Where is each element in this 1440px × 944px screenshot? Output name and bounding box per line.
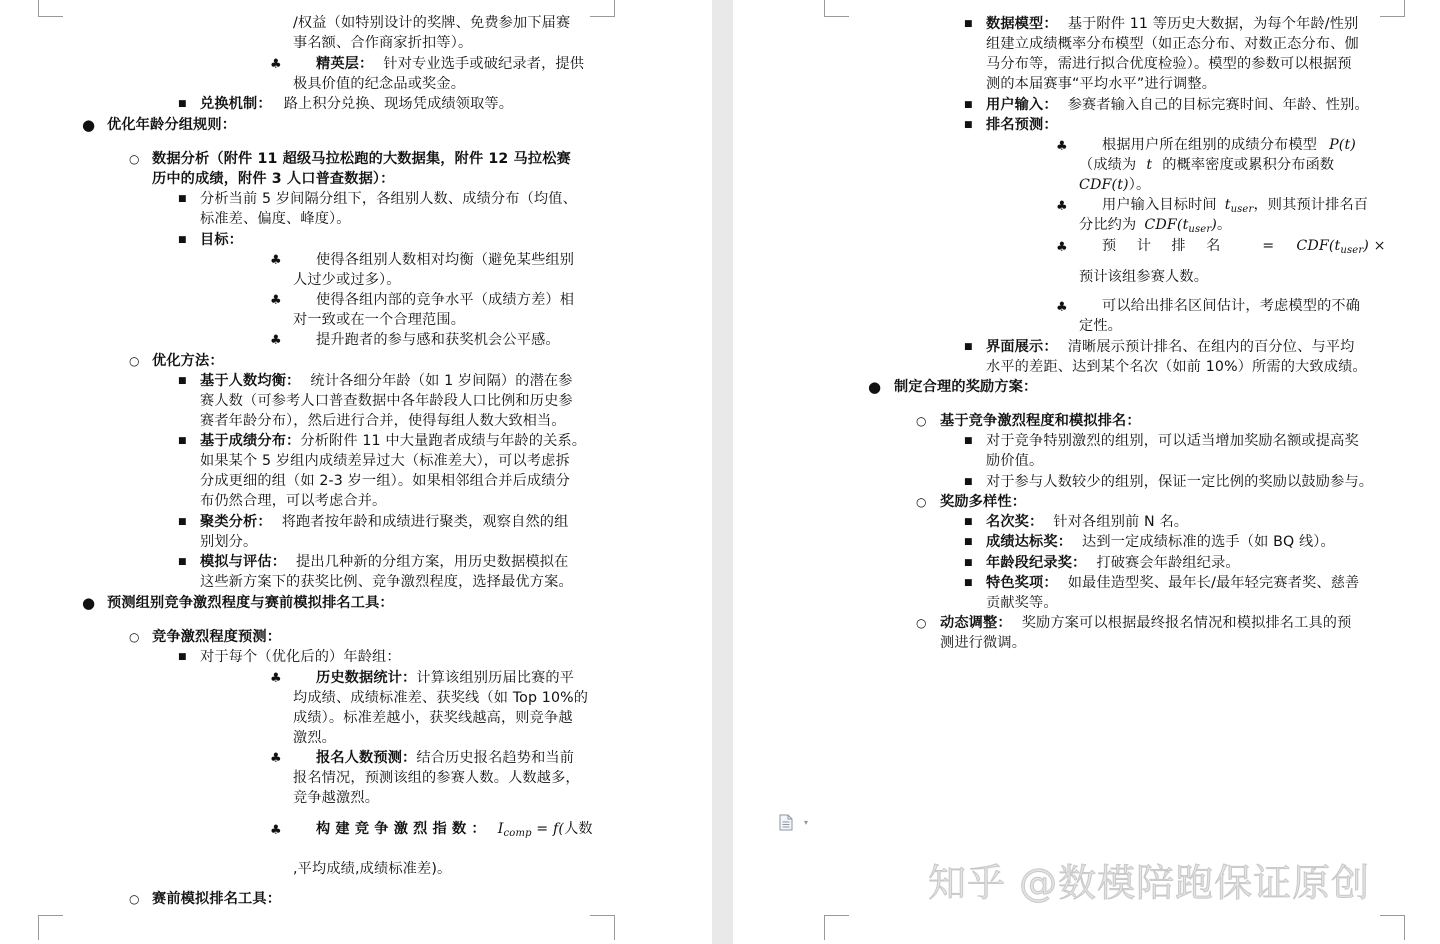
club-bullet: ♣ bbox=[1056, 139, 1068, 154]
text-line bbox=[986, 573, 1359, 593]
text-line: 组建立成绩概率分布模型（如正态分布、对数正态分布、伽 bbox=[986, 36, 1359, 52]
text-line bbox=[200, 431, 586, 451]
math-symbol: ) bbox=[1211, 217, 1217, 233]
bold-term: 界面展示： bbox=[986, 339, 1058, 355]
text-line: 提升跑者的参与感和获奖机会公平感。 bbox=[316, 332, 560, 348]
text-line bbox=[940, 613, 1351, 633]
square-bullet: ■ bbox=[964, 477, 973, 487]
text-line: 如果某个 5 岁组内成绩差异过大（标准差大），可以考虑拆 bbox=[200, 453, 570, 469]
square-bullet: ■ bbox=[964, 19, 973, 29]
bold-term: 精英层： bbox=[316, 56, 374, 72]
math-subscript: user bbox=[1188, 224, 1212, 235]
math-symbol: CDF(t bbox=[1296, 238, 1341, 254]
math-symbol: = f( bbox=[531, 821, 565, 837]
text-line: 竞争越激烈。 bbox=[293, 790, 380, 806]
square-bullet: ■ bbox=[964, 100, 973, 110]
text-line: ,平均成绩,成绩标准差)。 bbox=[293, 861, 452, 877]
text-line: 均成绩、成绩标准差、获奖线（如 Top 10%的 bbox=[293, 690, 589, 706]
bold-term: 历史数据统计： bbox=[316, 670, 417, 686]
text-run: 将跑者按年龄和成绩进行聚类，观察自然的组 bbox=[281, 514, 569, 530]
text-line bbox=[986, 512, 1188, 532]
text-run: 针对专业选手或破纪录者，提供 bbox=[383, 56, 585, 72]
text-line: 激烈。 bbox=[293, 730, 337, 746]
bold-term: 报名人数预测： bbox=[316, 750, 417, 766]
text-line: 赛人数（可参考人口普查数据中各年龄段人口比例和历史参 bbox=[200, 393, 573, 409]
bold-term: 兑换机制： bbox=[200, 96, 272, 112]
text-line bbox=[1102, 135, 1356, 155]
text-run: 计算该组别历届比赛的平 bbox=[416, 670, 575, 686]
math-subscript: comp bbox=[503, 828, 532, 839]
section-heading: 优化年龄分组规则： bbox=[107, 117, 237, 133]
square-bullet: ■ bbox=[178, 235, 187, 245]
watermark: 知乎 @数模陪跑保证原创 bbox=[928, 861, 1371, 905]
text-run: 用户输入目标时间 bbox=[1102, 197, 1217, 213]
text-line: 预计该组参赛人数。 bbox=[1079, 269, 1209, 285]
text-run: ）。 bbox=[1128, 177, 1151, 193]
text-run: 根据用户所在组别的成绩分布模型 bbox=[1102, 137, 1318, 153]
square-bullet: ■ bbox=[964, 436, 973, 446]
text-line: 分析当前 5 岁间隔分组下，各组别人数、成绩分布（均值、 bbox=[200, 191, 577, 207]
text-line: 分成更细的组（如 2-3 岁一组）。如果相邻组合并后成绩分 bbox=[200, 473, 570, 489]
bold-term: 目标： bbox=[200, 232, 244, 248]
text-run: 预 计 排 名 bbox=[1102, 238, 1229, 254]
text-line bbox=[316, 748, 574, 768]
text-run: 清晰展示预计排名、在组内的百分位、与平均 bbox=[1067, 339, 1355, 355]
club-bullet: ♣ bbox=[1056, 199, 1068, 214]
bold-term: 排名预测： bbox=[986, 117, 1058, 133]
text-run: 统计各细分年龄（如 1 岁间隔）的潜在参 bbox=[310, 373, 573, 389]
subsection-heading: 基于竞争激烈程度和模拟排名： bbox=[940, 413, 1141, 429]
text-line: 布仍然合理，可以考虑合并。 bbox=[200, 493, 387, 509]
text-run: 分比约为 bbox=[1079, 217, 1137, 233]
text-line: 这些新方案下的获奖比例、竞争激烈程度，选择最优方案。 bbox=[200, 574, 573, 590]
square-bullet: ■ bbox=[178, 99, 187, 109]
bold-term: 特色奖项： bbox=[986, 575, 1058, 591]
text-line: 可以给出排名区间估计，考虑模型的不确 bbox=[1102, 298, 1361, 314]
square-bullet: ■ bbox=[964, 558, 973, 568]
text-line: 使得各组别人数相对均衡（避免某些组别 bbox=[316, 252, 575, 268]
math-symbol: I bbox=[497, 821, 504, 837]
text-line bbox=[200, 371, 573, 391]
square-bullet: ■ bbox=[178, 376, 187, 386]
dot-bullet: ● bbox=[868, 378, 882, 396]
circle-bullet: ○ bbox=[916, 616, 927, 630]
section-heading: 预测组别竞争激烈程度与赛前模拟排名工具： bbox=[107, 595, 394, 611]
text-line: 极具价值的纪念品或奖金。 bbox=[293, 76, 466, 92]
text-line bbox=[986, 553, 1240, 573]
text-run: 路上积分兑换、现场凭成绩领取等。 bbox=[283, 96, 514, 112]
math-symbol: CDF(t) bbox=[1079, 177, 1129, 193]
bold-term: 动态调整： bbox=[940, 615, 1012, 631]
crop-mark bbox=[824, 0, 849, 17]
club-bullet: ♣ bbox=[270, 57, 282, 72]
subsection-heading: 历中的成绩，附件 3 人口普查数据）： bbox=[152, 171, 395, 187]
text-line: /权益（如特别设计的奖牌、免费参加下届赛 bbox=[293, 15, 571, 31]
text-line: 对于参与人数较少的组别，保证一定比例的奖励以鼓励参与。 bbox=[986, 474, 1374, 490]
math-symbol: t bbox=[1146, 157, 1153, 173]
text-run: 打破赛会年龄组纪录。 bbox=[1096, 555, 1240, 571]
document-icon[interactable] bbox=[779, 814, 793, 831]
bold-term: 用户输入： bbox=[986, 97, 1058, 113]
circle-bullet: ○ bbox=[129, 354, 140, 368]
text-line bbox=[200, 552, 568, 572]
circle-bullet: ○ bbox=[916, 495, 927, 509]
text-run: 分析附件 11 中大量跑者成绩与年龄的关系。 bbox=[300, 433, 587, 449]
subsection-heading: 奖励多样性： bbox=[940, 494, 1027, 510]
text-run: 结合历史报名趋势和当前 bbox=[416, 750, 575, 766]
bold-term: 聚类分析： bbox=[200, 514, 272, 530]
circle-bullet: ○ bbox=[916, 414, 927, 428]
text-line bbox=[1079, 155, 1334, 175]
square-bullet: ■ bbox=[964, 517, 973, 527]
text-line bbox=[986, 532, 1335, 552]
square-bullet: ■ bbox=[178, 194, 187, 204]
math-symbol: CDF(t bbox=[1144, 217, 1189, 233]
math-subscript: user bbox=[1340, 245, 1364, 256]
text-line: 测进行微调。 bbox=[940, 635, 1027, 651]
text-line: 使得各组内部的竞争水平（成绩方差）相 bbox=[316, 292, 575, 308]
club-bullet: ♣ bbox=[1056, 240, 1068, 255]
club-bullet: ♣ bbox=[270, 823, 282, 838]
bold-term: 名次奖： bbox=[986, 514, 1044, 530]
bold-term: 数据模型： bbox=[986, 16, 1058, 32]
text-line bbox=[1079, 175, 1150, 195]
text-run: （成绩为 bbox=[1079, 157, 1137, 173]
text-line bbox=[986, 95, 1369, 115]
club-bullet: ♣ bbox=[270, 333, 282, 348]
crop-mark bbox=[1380, 0, 1405, 17]
text-line bbox=[986, 337, 1354, 357]
text-line: 水平的差距、达到某个名次（如前 10%）所需的大致成绩。 bbox=[986, 359, 1367, 375]
text-run: 奖励方案可以根据最终报名情况和模拟排名工具的预 bbox=[1021, 615, 1352, 631]
crop-mark bbox=[824, 915, 849, 940]
text-line: 对于竞争特别激烈的组别，可以适当增加奖励名额或提高奖 bbox=[986, 433, 1359, 449]
text-line: 测的本届赛事“平均水平”进行调整。 bbox=[986, 76, 1217, 92]
text-line bbox=[200, 94, 513, 114]
crop-mark bbox=[38, 915, 63, 940]
circle-bullet: ○ bbox=[129, 152, 140, 166]
subsection-heading: 优化方法： bbox=[152, 353, 224, 369]
text-run: 。 bbox=[1216, 217, 1232, 233]
text-line bbox=[316, 819, 593, 844]
text-line: 励价值。 bbox=[986, 453, 1044, 469]
square-bullet: ■ bbox=[178, 436, 187, 446]
text-line: 事名额、合作商家折扣等）。 bbox=[293, 35, 473, 51]
text-run: 基于附件 11 等历史大数据，为每个年龄/性别 bbox=[1067, 16, 1359, 32]
circle-bullet: ○ bbox=[129, 630, 140, 644]
text-run: ，则其预计排名百 bbox=[1253, 197, 1369, 213]
dot-bullet: ● bbox=[82, 116, 96, 134]
crop-mark bbox=[38, 0, 63, 17]
crop-mark bbox=[1380, 915, 1405, 940]
subsection-heading: 竞争激烈程度预测： bbox=[152, 629, 282, 645]
circle-bullet: ○ bbox=[129, 892, 140, 906]
bold-term: 模拟与评估： bbox=[200, 554, 287, 570]
bold-term: 年龄段纪录奖： bbox=[986, 555, 1087, 571]
text-line bbox=[986, 14, 1358, 34]
text-run: 提出几种新的分组方案，用历史数据模拟在 bbox=[296, 554, 569, 570]
subsection-heading: 赛前模拟排名工具： bbox=[152, 891, 282, 907]
text-line: 报名情况，预测该组的参赛人数。人数越多， bbox=[293, 770, 580, 786]
subsection-heading: 数据分析（附件 11 超级马拉松跑的大数据集，附件 12 马拉松赛 bbox=[152, 151, 571, 167]
bold-term: 基于人数均衡： bbox=[200, 373, 301, 389]
text-line: 标准差、偏度、峰度）。 bbox=[200, 211, 351, 227]
bold-term: 基于成绩分布： bbox=[200, 433, 301, 449]
document-page-left bbox=[0, 0, 712, 944]
text-run: = bbox=[1262, 238, 1275, 254]
club-bullet: ♣ bbox=[1056, 300, 1068, 315]
dot-bullet: ● bbox=[82, 594, 96, 612]
text-line: 定性。 bbox=[1079, 318, 1123, 334]
text-run: 达到一定成绩标准的选手（如 BQ 线）。 bbox=[1082, 534, 1335, 550]
math-symbol: P(t) bbox=[1329, 137, 1356, 153]
text-line: 对一致或在一个合理范围。 bbox=[293, 312, 466, 328]
document-page-right bbox=[733, 0, 1440, 944]
math-symbol: ) × bbox=[1363, 238, 1386, 254]
text-line: 人过少或过多）。 bbox=[293, 272, 401, 288]
crop-mark bbox=[590, 0, 615, 17]
club-bullet: ♣ bbox=[270, 751, 282, 766]
club-bullet: ♣ bbox=[270, 253, 282, 268]
square-bullet: ■ bbox=[178, 557, 187, 567]
text-line: 成绩）。标准差越小，获奖线越高，则竞争越 bbox=[293, 710, 573, 726]
text-run: 针对各组别前 N 名。 bbox=[1053, 514, 1189, 530]
text-line: 别划分。 bbox=[200, 534, 258, 550]
section-heading: 制定合理的奖励方案： bbox=[894, 379, 1038, 395]
bold-term: 构 建 竞 争 激 烈 指 数 ： bbox=[316, 821, 486, 837]
text-run: 人数 bbox=[564, 821, 593, 837]
square-bullet: ■ bbox=[964, 537, 973, 547]
square-bullet: ■ bbox=[964, 578, 973, 588]
club-bullet: ♣ bbox=[270, 671, 282, 686]
square-bullet: ■ bbox=[178, 652, 187, 662]
text-line: 对于每个（优化后的）年龄组： bbox=[200, 649, 401, 665]
text-line: 赛者年龄分布），然后进行合并，使得每组人数大致相当。 bbox=[200, 413, 566, 429]
text-run: 如最佳造型奖、最年长/最年轻完赛者奖、慈善 bbox=[1067, 575, 1360, 591]
bold-term: 成绩达标奖： bbox=[986, 534, 1073, 550]
chevron-down-icon[interactable]: ▾ bbox=[804, 818, 809, 827]
text-run: 参赛者输入自己的目标完赛时间、年龄、性别。 bbox=[1067, 97, 1369, 113]
square-bullet: ■ bbox=[964, 120, 973, 130]
text-line: 马分布等，需进行拟合优度检验）。模型的参数可以根据预 bbox=[986, 56, 1352, 72]
text-line bbox=[316, 54, 584, 74]
math-symbol: t bbox=[1224, 197, 1231, 213]
square-bullet: ■ bbox=[964, 342, 973, 352]
text-line bbox=[1102, 236, 1386, 261]
text-run: 的概率密度或累积分布函数 bbox=[1162, 157, 1335, 173]
math-subscript: user bbox=[1230, 204, 1254, 215]
text-line: 贡献奖等。 bbox=[986, 595, 1058, 611]
square-bullet: ■ bbox=[178, 517, 187, 527]
club-bullet: ♣ bbox=[270, 293, 282, 308]
crop-mark bbox=[590, 915, 615, 940]
text-line bbox=[200, 512, 568, 532]
text-line bbox=[316, 668, 574, 688]
